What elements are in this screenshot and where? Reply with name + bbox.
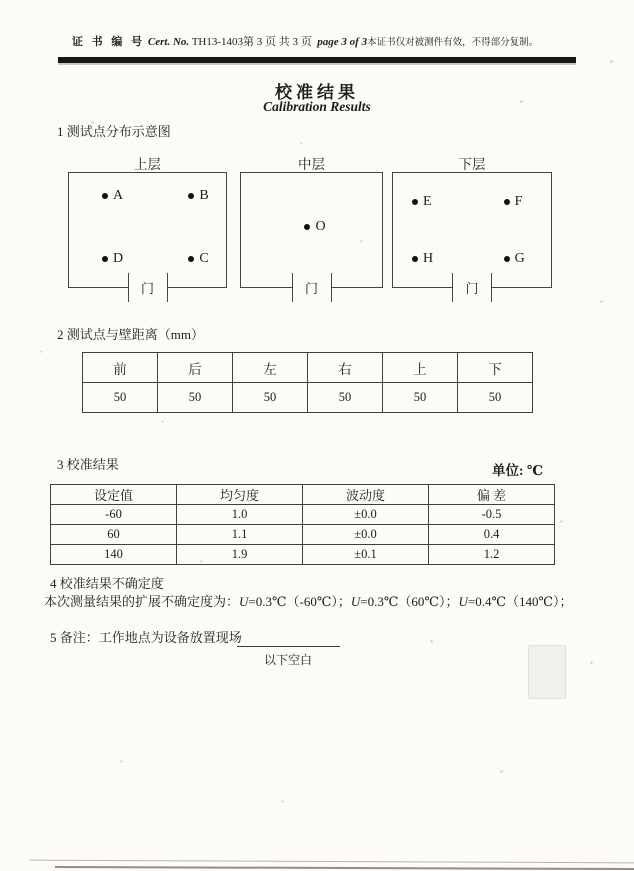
- blank-note-divider: [237, 646, 340, 647]
- upper-layer-box: [68, 172, 227, 296]
- distance-value: 50: [383, 383, 458, 413]
- uncertainty-prefix: 本次测量结果的扩展不确定度为：: [44, 594, 240, 609]
- test-point-E: [412, 194, 432, 210]
- point-label: H: [422, 250, 434, 266]
- col-set-value: 设定值: [51, 485, 177, 505]
- table-value-row: [83, 383, 533, 413]
- section5-heading: 5 备注：工作地点为设备放置现场: [50, 630, 242, 645]
- fluctuation-value: ±0.0: [303, 525, 429, 545]
- test-point-O: [304, 219, 325, 235]
- section2-heading: 2 测试点与壁距离（mm）: [57, 327, 204, 342]
- u-symbol: U: [350, 594, 361, 609]
- uncertainty-value-2: =0.3℃（60℃）；: [360, 594, 459, 609]
- page-count-cn: 第 3 页 共 3 页: [243, 36, 312, 48]
- col-back: 后: [158, 353, 233, 383]
- test-point-H: [412, 251, 433, 267]
- table-row: [51, 545, 555, 565]
- point-label: G: [514, 250, 525, 266]
- col-top: 上: [383, 353, 458, 383]
- col-right: 右: [308, 353, 383, 383]
- scan-edge-line: [55, 866, 634, 870]
- distance-value: 50: [458, 383, 533, 413]
- point-dot-icon: [102, 256, 108, 262]
- section1-heading: 1 测试点分布示意图: [57, 124, 171, 139]
- cert-number-label-en: Cert. No.: [147, 36, 190, 48]
- col-fluctuation: 波动度: [303, 485, 429, 505]
- uncertainty-statement: [44, 591, 573, 610]
- uniformity-value: 1.1: [177, 525, 303, 545]
- test-point-F: [504, 194, 523, 210]
- calibration-results-table: [50, 484, 555, 565]
- distance-value: 50: [233, 383, 308, 413]
- point-dot-icon: [504, 256, 510, 262]
- fluctuation-value: ±0.1: [303, 545, 429, 565]
- test-point-B: [188, 188, 208, 204]
- diagram-upper-layer: [68, 153, 227, 296]
- point-dot-icon: [188, 256, 194, 262]
- table-header-row: [83, 353, 533, 383]
- point-label: F: [514, 193, 523, 209]
- point-label: C: [199, 250, 209, 266]
- page-header: [0, 33, 610, 49]
- set-value: 60: [51, 525, 177, 545]
- lower-layer-label: 下层: [458, 157, 486, 172]
- scan-noise: [0, 0, 1, 1]
- middle-layer-label: 中层: [298, 157, 325, 172]
- test-point-A: [102, 188, 123, 204]
- scan-smudge: [528, 645, 566, 699]
- point-dot-icon: [188, 193, 194, 199]
- uncertainty-value-1: =0.3℃（-60℃）；: [248, 594, 351, 609]
- test-point-G: [504, 251, 525, 267]
- point-label: D: [112, 250, 124, 266]
- point-dot-icon: [412, 256, 418, 262]
- col-deviation: 偏 差: [429, 485, 555, 505]
- upper-layer-label: 上层: [134, 157, 161, 172]
- header-divider-bar: [58, 57, 576, 63]
- test-point-D: [102, 251, 123, 267]
- cert-number-label-cn: 证 书 编 号: [71, 36, 146, 48]
- deviation-value: -0.5: [429, 505, 555, 525]
- blank-below-note: 以下空白: [263, 653, 312, 667]
- point-dot-icon: [304, 224, 310, 230]
- door-symbol: 门: [128, 273, 168, 302]
- deviation-value: 1.2: [429, 545, 555, 565]
- point-dot-icon: [412, 199, 418, 205]
- scan-edge-line: [30, 860, 634, 864]
- set-value: 140: [51, 545, 177, 565]
- deviation-value: 0.4: [429, 525, 555, 545]
- distance-value: 50: [83, 383, 158, 413]
- uncertainty-value-3: =0.4℃（140℃）；: [467, 594, 573, 609]
- unit-label: 单位: ℃: [492, 463, 544, 478]
- door-symbol: 门: [452, 273, 492, 302]
- table-row: [51, 525, 555, 545]
- u-symbol: U: [239, 594, 249, 609]
- point-label: A: [112, 187, 124, 203]
- u-symbol: U: [458, 594, 468, 609]
- validity-notice: 本证书仅对被测件有效，不得部分复制。: [367, 38, 539, 48]
- section3-heading: 3 校准结果: [57, 457, 119, 472]
- point-label: O: [315, 218, 326, 234]
- col-bottom: 下: [458, 353, 533, 383]
- wall-distance-table: [82, 352, 533, 413]
- col-front: 前: [83, 353, 158, 383]
- diagram-lower-layer: [392, 153, 552, 296]
- col-uniformity: 均匀度: [177, 485, 303, 505]
- cert-number-value: TH13-1403: [191, 36, 244, 48]
- fluctuation-value: ±0.0: [303, 505, 429, 525]
- set-value: -60: [51, 505, 177, 525]
- point-label: E: [422, 193, 432, 209]
- door-symbol: 门: [292, 273, 332, 302]
- page-count-en: page 3 of 3: [317, 36, 368, 48]
- distance-value: 50: [158, 383, 233, 413]
- point-label: B: [199, 187, 209, 203]
- lower-layer-box: [392, 172, 552, 296]
- middle-layer-box: [240, 172, 383, 296]
- table-header-row: [51, 485, 555, 505]
- point-dot-icon: [102, 193, 108, 199]
- uniformity-value: 1.9: [177, 545, 303, 565]
- col-left: 左: [233, 353, 308, 383]
- section4-heading: 4 校准结果不确定度: [50, 576, 164, 591]
- page-title-cn: 校准结果: [275, 83, 359, 102]
- page-title-en: Calibration Results: [263, 99, 371, 114]
- test-point-C: [188, 251, 208, 267]
- diagram-middle-layer: [240, 153, 383, 296]
- point-dot-icon: [504, 199, 510, 205]
- distance-value: 50: [308, 383, 383, 413]
- uniformity-value: 1.0: [177, 505, 303, 525]
- table-row: [51, 505, 555, 525]
